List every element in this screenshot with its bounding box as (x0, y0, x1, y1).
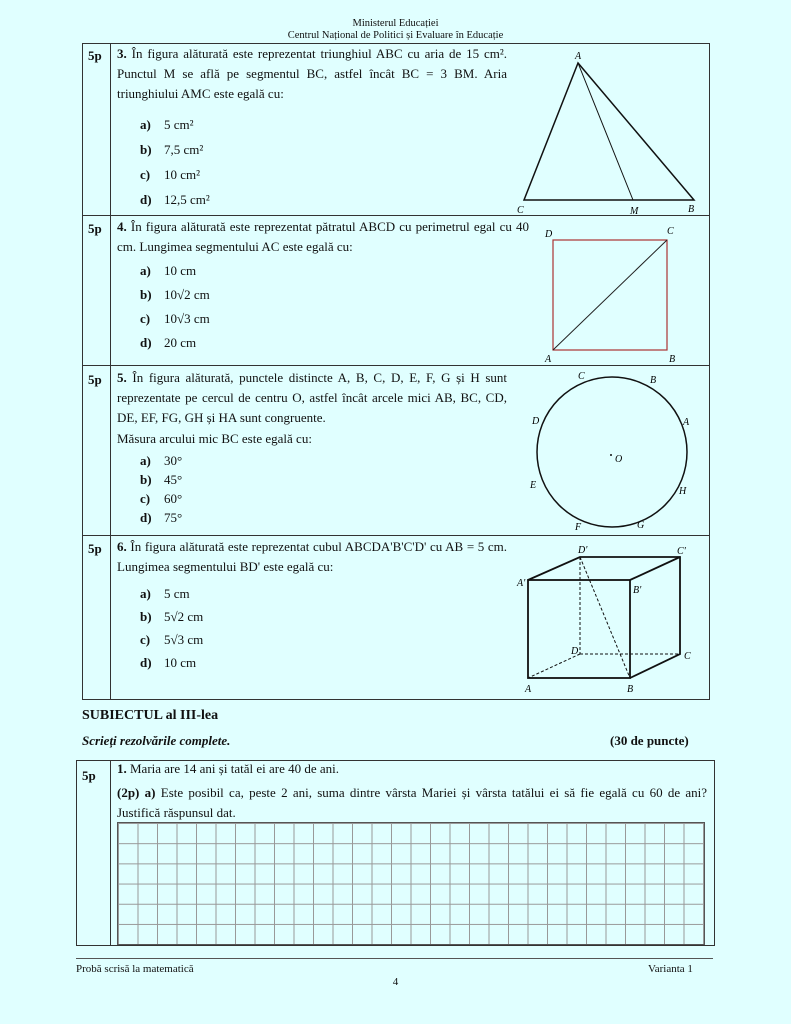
page-number: 4 (392, 976, 399, 988)
svg-text:F: F (575, 522, 582, 533)
q5-points: 5p (88, 372, 102, 387)
footer-right: Varianta 1 (648, 963, 693, 975)
q5-options (140, 451, 182, 527)
svg-text:C: C (517, 205, 524, 216)
triangle-figure (524, 63, 694, 200)
option-c[interactable]: c) 10 cm² (140, 167, 201, 182)
option-d[interactable]: d) 12,5 cm² (140, 192, 210, 207)
svg-text:B': B' (633, 585, 642, 596)
q4-text: 4. În figura alăturată este reprezentat pătratul ABCD cu perimetrul egal cu 40 cm. Lungimea segmentului AC este egală cu: (117, 219, 530, 254)
square-figure (553, 240, 667, 350)
option-d[interactable]: d) 20 cm (140, 335, 197, 350)
svg-text:C: C (667, 226, 674, 237)
svg-text:A: A (683, 417, 690, 428)
svg-text:H: H (679, 486, 687, 497)
p1-text: 1. Maria are 14 ani și tatăl ei are 40 de ani. (117, 761, 339, 776)
label-A: A (575, 51, 582, 62)
svg-text:G: G (637, 520, 645, 531)
circle-figure (537, 377, 687, 527)
section-instruction: Scrieți rezolvările complete. (82, 733, 231, 748)
svg-text:C: C (578, 371, 585, 382)
q4-options (140, 259, 210, 355)
option-a[interactable]: a) 5 cm² (140, 117, 194, 132)
option-b[interactable]: b) 45° (140, 472, 183, 487)
cube-figure (528, 557, 680, 678)
option-c[interactable]: c) 10√3 cm (140, 311, 210, 326)
svg-text:A: A (525, 684, 532, 695)
svg-text:B: B (669, 354, 676, 365)
svg-text:A': A' (517, 578, 526, 589)
svg-text:D': D' (578, 545, 588, 556)
option-d[interactable]: d) 10 cm (140, 655, 197, 670)
header-ministry: Ministerul Educației (352, 18, 439, 29)
q4-points: 5p (88, 221, 102, 236)
option-b[interactable]: b) 7,5 cm² (140, 142, 204, 157)
q6-options (140, 582, 203, 674)
option-a[interactable]: a) 10 cm (140, 263, 197, 278)
svg-text:B: B (688, 204, 695, 215)
option-b[interactable]: b) 10√2 cm (140, 287, 210, 302)
p1-points: 5p (82, 768, 96, 783)
q6-text: 6. În figura alăturată este reprezentat cubul ABCDA'B'C'D' cu AB = 5 cm. Lungimea segmentului BD' este egală cu: (117, 539, 508, 574)
svg-text:O: O (615, 454, 623, 465)
option-a[interactable]: a) 30° (140, 453, 183, 468)
option-d[interactable]: d) 75° (140, 510, 183, 525)
footer-left: Probă scrisă la matematică (76, 963, 194, 975)
header-center: Centrul Național de Politici și Evaluare în Educație (287, 30, 504, 41)
q6-points: 5p (88, 541, 102, 556)
option-b[interactable]: b) 5√2 cm (140, 609, 204, 624)
section-points: (30 de puncte) (610, 733, 689, 748)
svg-text:M: M (630, 206, 639, 217)
q3-points: 5p (88, 48, 102, 63)
q5-text: 5. În figura alăturată, punctele distincte A, B, C, D, E, F, G și H sunt reprezentate pe cercul de centru O, astfel încât arcele mici AB, BC, CD, DE, EF, FG, GH și HA sunt congruente. (117, 370, 508, 425)
svg-text:B: B (627, 684, 634, 695)
q3-text: 3. În figura alăturată este reprezentat triunghiul ABC cu aria de 15 cm². Punctul M se află pe segmentul BC, astfel încât BC = 3 BM. Aria triunghiului AMC este egală cu: (117, 46, 508, 101)
option-c[interactable]: c) 60° (140, 491, 183, 506)
q5-text2: Măsura arcului mic BC este egală cu: (117, 431, 312, 446)
svg-text:D: D (532, 416, 540, 427)
option-c[interactable]: c) 5√3 cm (140, 632, 204, 647)
answer-grid[interactable] (117, 822, 705, 945)
svg-text:D: D (571, 646, 579, 657)
svg-text:A: A (545, 354, 552, 365)
section-title: SUBIECTUL al III-lea (82, 708, 219, 723)
svg-text:C': C' (677, 546, 686, 557)
svg-text:E: E (530, 480, 537, 491)
svg-text:B: B (650, 375, 657, 386)
option-a[interactable]: a) 5 cm (140, 586, 190, 601)
svg-text:C: C (684, 651, 691, 662)
p1a-text: (2p) a) Este posibil ca, peste 2 ani, suma dintre vârsta Mariei și vârsta tatălui ei să fie egală cu 60 de ani? Justifică răspunsul dat. (117, 785, 708, 820)
svg-text:D: D (545, 229, 553, 240)
